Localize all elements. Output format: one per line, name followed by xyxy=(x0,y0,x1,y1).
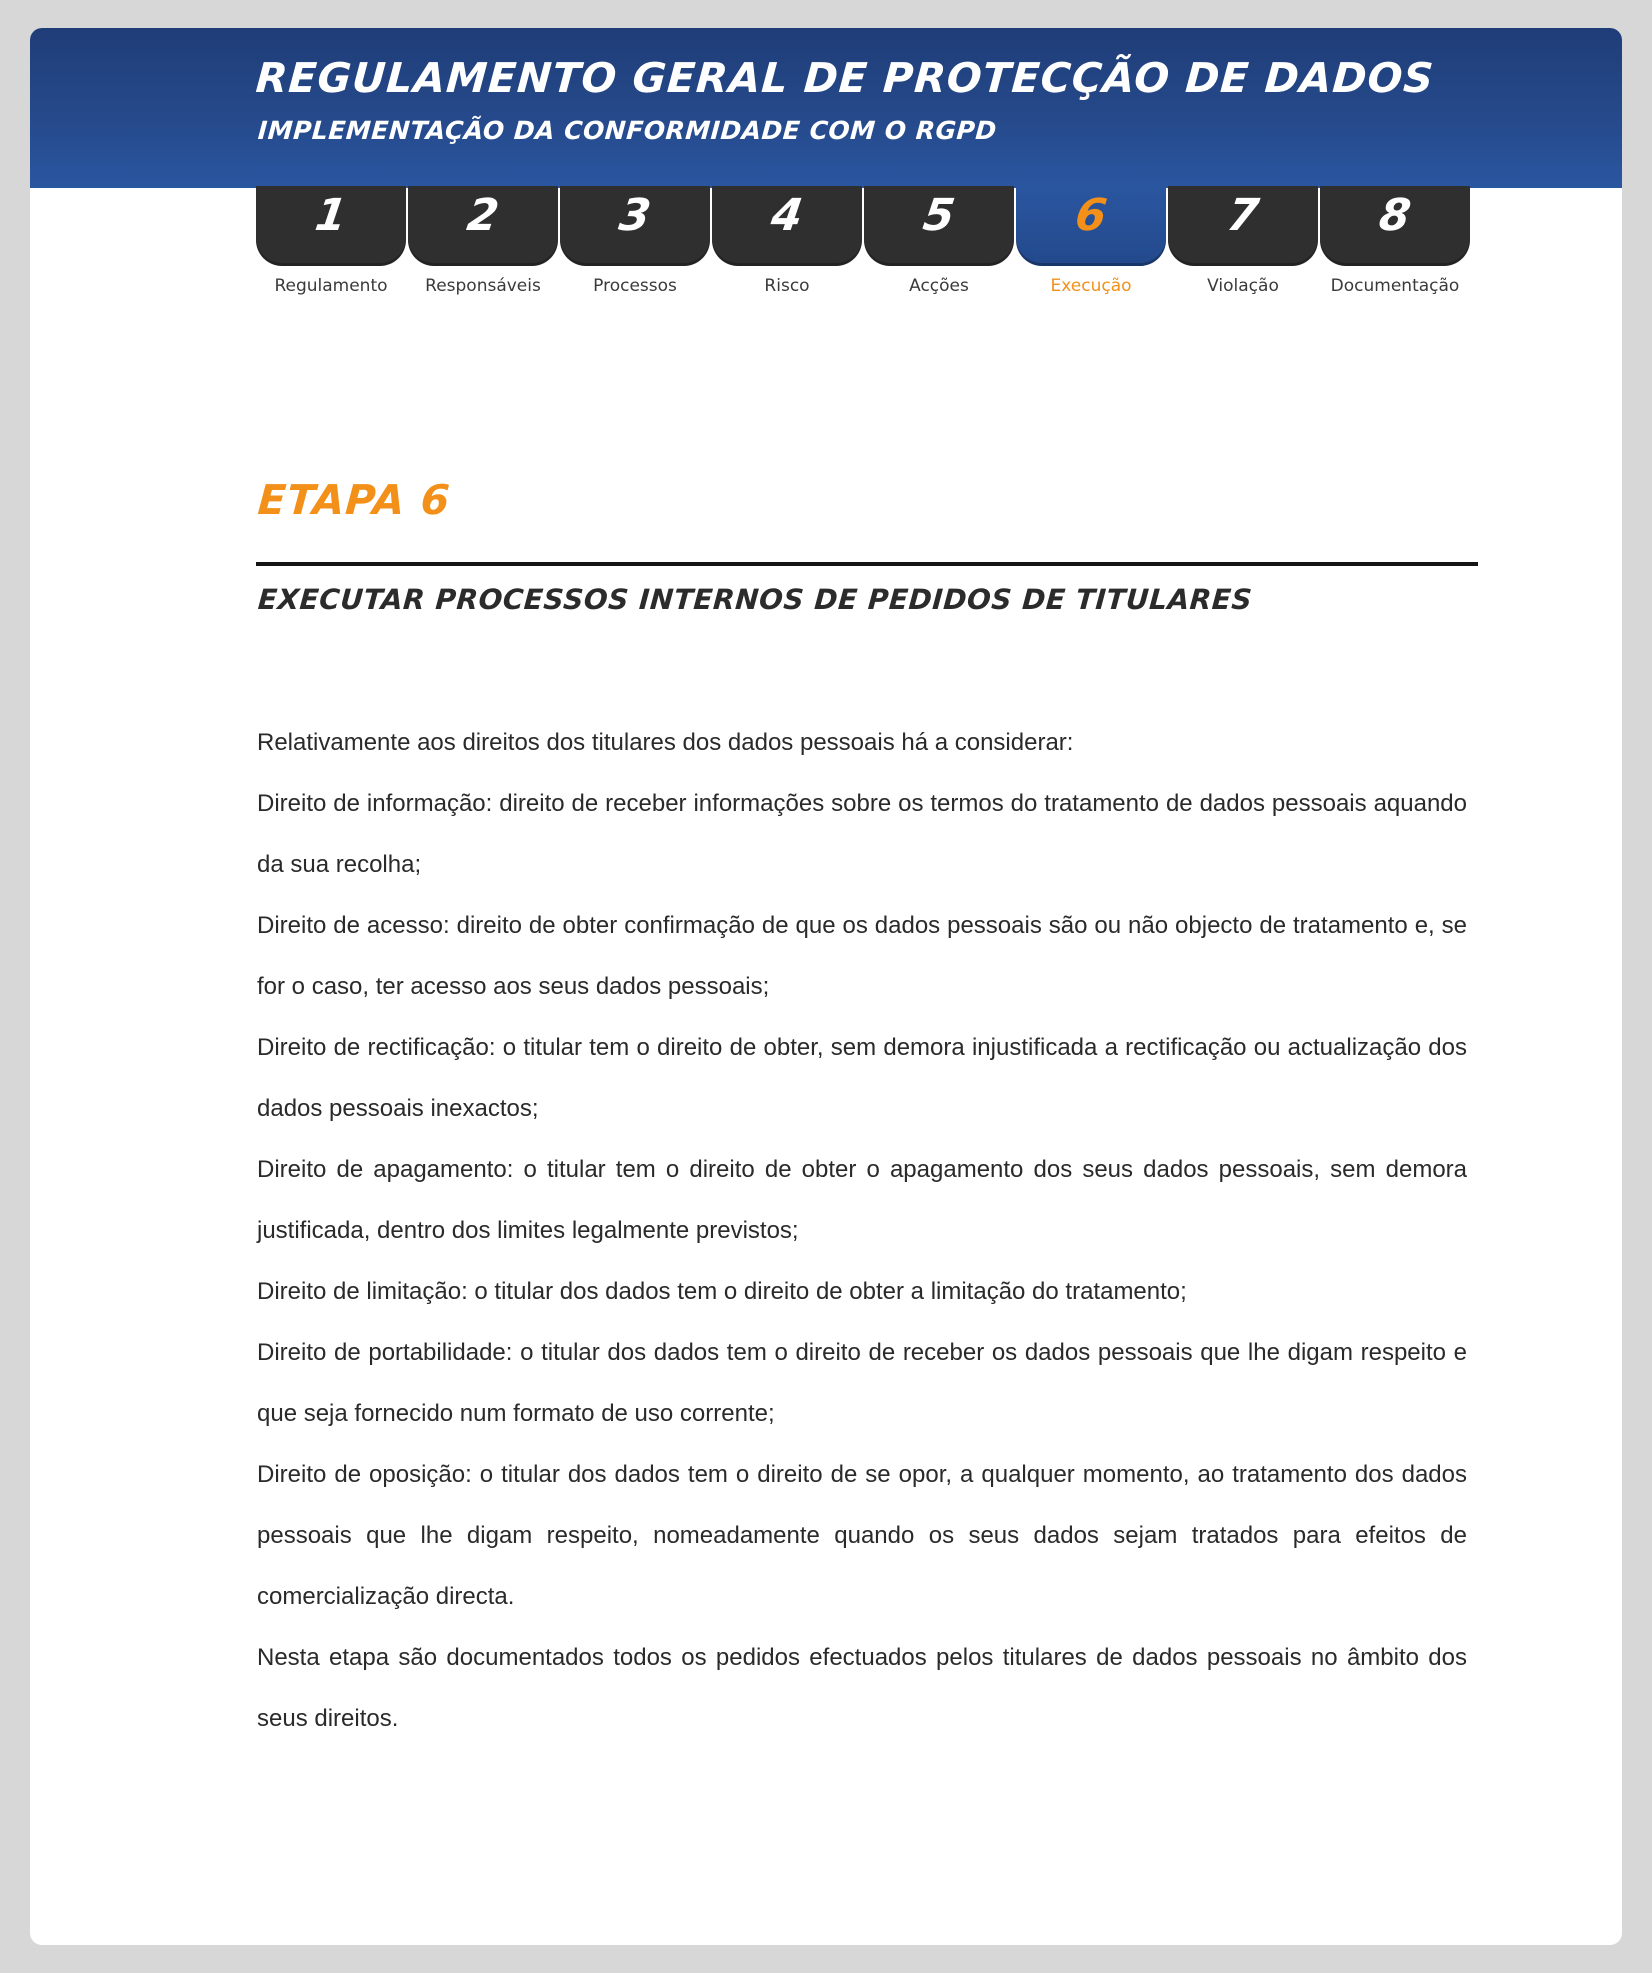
step-number: 8 xyxy=(1376,190,1414,241)
step-number: 1 xyxy=(312,190,350,241)
banner-subtitle: IMPLEMENTAÇÃO DA CONFORMIDADE COM O RGPD xyxy=(256,116,998,145)
step-tab-5[interactable] xyxy=(864,186,1014,306)
step-tab-4[interactable] xyxy=(712,186,862,306)
step-label: Processos xyxy=(593,276,677,296)
paragraph-right-objection: Direito de oposição: o titular dos dados tem o direito de se opor, a qualquer momento, ao tratamento dos dados pessoais que lhe digam respeito, nomeadamente quando os seus dados sejam tratados para efeitos de comercialização directa. xyxy=(257,1461,1467,1610)
stage-title: ETAPA 6 xyxy=(256,476,453,524)
step-tab-1[interactable] xyxy=(256,186,406,306)
paragraph-right-portability: Direito de portabilidade: o titular dos dados tem o direito de receber os dados pessoais que lhe digam respeito e que seja fornecido num formato de uso corrente; xyxy=(257,1339,1467,1427)
step-number: 3 xyxy=(616,190,654,241)
step-tab-2[interactable] xyxy=(408,186,558,306)
stage-subtitle: EXECUTAR PROCESSOS INTERNOS DE PEDIDOS DE TITULARES xyxy=(256,583,1254,616)
step-label: Risco xyxy=(764,276,810,296)
step-number: 5 xyxy=(920,190,958,241)
step-label: Execução xyxy=(1050,276,1132,296)
step-number: 6 xyxy=(1072,190,1110,241)
step-number: 7 xyxy=(1224,190,1262,241)
step-tab-7[interactable] xyxy=(1168,186,1318,306)
step-label: Regulamento xyxy=(274,276,388,296)
step-tab-6[interactable] xyxy=(1016,186,1166,306)
paragraph-right-information: Direito de informação: direito de receber informações sobre os termos do tratamento de dados pessoais aquando da sua recolha; xyxy=(257,790,1467,878)
step-navigation xyxy=(256,186,1476,306)
paragraph-right-access: Direito de acesso: direito de obter confirmação de que os dados pessoais são ou não objecto de tratamento e, se for o caso, ter acesso aos seus dados pessoais; xyxy=(257,912,1467,1000)
step-tab-8[interactable] xyxy=(1320,186,1470,306)
step-label: Documentação xyxy=(1330,276,1460,296)
step-label: Responsáveis xyxy=(425,276,541,296)
paragraph-closing: Nesta etapa são documentados todos os pedidos efectuados pelos titulares de dados pessoais no âmbito dos seus direitos. xyxy=(257,1644,1467,1732)
step-label: Violação xyxy=(1207,276,1279,296)
step-tab-3[interactable] xyxy=(560,186,710,306)
step-number: 2 xyxy=(464,190,502,241)
paragraph-right-erasure: Direito de apagamento: o titular tem o direito de obter o apagamento dos seus dados pessoais, sem demora justificada, dentro dos limites legalmente previstos; xyxy=(257,1156,1467,1244)
paragraph-right-rectification: Direito de rectificação: o titular tem o direito de obter, sem demora injustificada a rectificação ou actualização dos dados pessoais inexactos; xyxy=(257,1034,1467,1122)
header-banner xyxy=(30,28,1622,188)
step-number: 4 xyxy=(768,190,806,241)
paragraph-intro: Relativamente aos direitos dos titulares dos dados pessoais há a considerar: xyxy=(257,729,1074,756)
paragraph-right-limitation: Direito de limitação: o titular dos dados tem o direito de obter a limitação do tratamento; xyxy=(257,1278,1187,1305)
banner-title: REGULAMENTO GERAL DE PROTECÇÃO DE DADOS xyxy=(254,54,1436,102)
step-label: Acções xyxy=(909,276,969,296)
divider xyxy=(256,562,1478,566)
body-text xyxy=(257,712,1467,1749)
page-frame xyxy=(30,28,1622,1945)
